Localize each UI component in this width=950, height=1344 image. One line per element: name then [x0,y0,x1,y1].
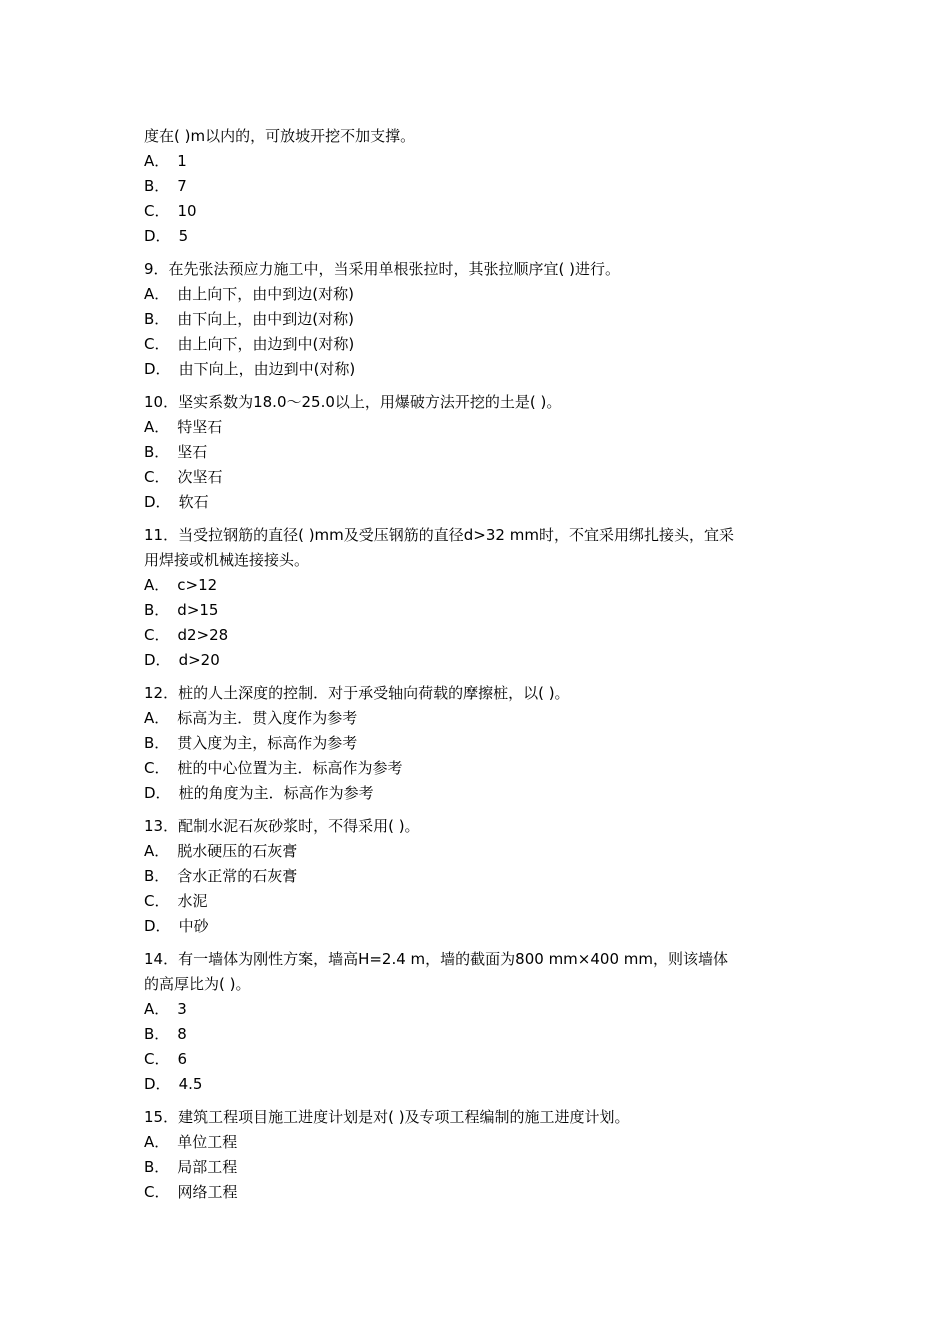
option-a: A． c>12 [144,576,218,594]
option-c: C． d2>28 [144,626,229,644]
option-c: C． 由上向下，由边到中(对称) [144,335,355,353]
option-a: A． 3 [144,1000,187,1018]
option-c: C． 水泥 [144,892,208,910]
option-a: A． 标高为主．贯入度作为参考 [144,709,358,727]
option-c: C． 10 [144,202,197,220]
option-b: B． d>15 [144,601,219,619]
question-15 [144,1105,808,1205]
option-c: C． 网络工程 [144,1183,238,1201]
question-text-continued: 的高厚比为( )。 [144,975,251,993]
question-9 [144,257,808,382]
question-11 [144,523,808,673]
question-text: 度在( )m以内的，可放坡开挖不加支撑。 [144,127,416,145]
question-text: 9．在先张法预应力施工中，当采用单根张拉时，其张拉顺序宜( )进行。 [144,260,621,278]
option-a: A． 特坚石 [144,418,223,436]
option-b: B． 坚石 [144,443,208,461]
option-d: D． 软石 [144,493,209,511]
question-text: 10．坚实系数为18.0～25.0以上，用爆破方法开挖的土是( )。 [144,393,562,411]
option-c: C． 桩的中心位置为主．标高作为参考 [144,759,403,777]
question-text: 13．配制水泥石灰砂浆时，不得采用( )。 [144,817,420,835]
question-text: 11．当受拉钢筋的直径( )mm及受压钢筋的直径d>32 mm时，不宜采用绑扎接头，宜采 [144,526,734,544]
option-b: B． 由下向上，由中到边(对称) [144,310,355,328]
question-text: 14．有一墙体为刚性方案，墙高H=2.4 m，墙的截面为800 mm×400 mm，则该墙体 [144,950,728,968]
option-a: A． 脱水硬压的石灰膏 [144,842,298,860]
option-b: B． 8 [144,1025,187,1043]
question-text-continued: 用焊接或机械连接接头。 [144,551,310,569]
option-d: D． 由下向上，由边到中(对称) [144,360,356,378]
option-b: B． 含水正常的石灰膏 [144,867,298,885]
question-10 [144,390,808,515]
option-d: D． 4.5 [144,1075,203,1093]
question-text: 15．建筑工程项目施工进度计划是对( )及专项工程编制的施工进度计划。 [144,1108,630,1126]
option-c: C． 次坚石 [144,468,223,486]
option-b: B． 局部工程 [144,1158,238,1176]
document-page [144,124,808,1205]
option-d: D． 5 [144,227,189,245]
option-a: A． 单位工程 [144,1133,238,1151]
option-a: A． 由上向下，由中到边(对称) [144,285,354,303]
option-c: C． 6 [144,1050,188,1068]
option-a: A． 1 [144,152,187,170]
question-12 [144,681,808,806]
question-text: 12．桩的人土深度的控制．对于承受轴向荷载的摩擦桩，以( )。 [144,684,570,702]
question-13 [144,814,808,939]
option-d: D． d>20 [144,651,220,669]
option-b: B． 7 [144,177,187,195]
option-d: D． 中砂 [144,917,209,935]
option-b: B． 贯入度为主，标高作为参考 [144,734,358,752]
option-d: D． 桩的角度为主．标高作为参考 [144,784,374,802]
question-8 [144,124,808,249]
question-14 [144,947,808,1097]
